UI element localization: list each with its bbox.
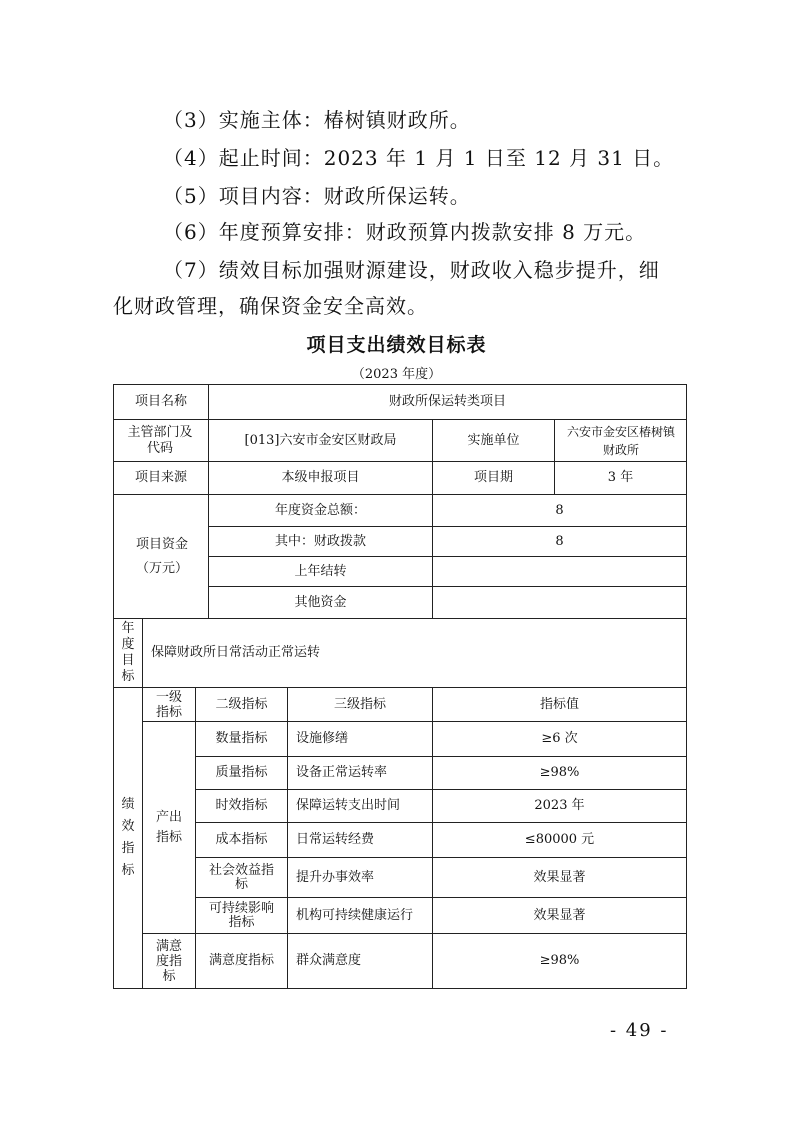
indicator-l2: 成本指标 (215, 832, 268, 847)
project-source-value: 本级申报项目 (281, 470, 360, 485)
funds-other-label: 其他资金 (294, 594, 347, 610)
project-funds-label: 项目资金（万元） (135, 536, 188, 576)
indicator-l3: 设施修缮 (296, 731, 349, 746)
funds-fiscal-value: 8 (555, 533, 564, 549)
paragraph-goal-line2: 化财政管理，确保资金安全高效。 (113, 294, 428, 318)
table-title: 项目支出绩效目标表 (306, 334, 487, 356)
table-subtitle: （2023 年度） (351, 367, 442, 382)
project-name-label: 项目名称 (134, 394, 187, 409)
project-period-value: 3 年 (607, 470, 634, 485)
implementer-value: 六安市金安区椿树镇财政所 (566, 424, 675, 457)
indicator-value: ≤80000 元 (524, 832, 595, 847)
indicator-l3: 机构可持续健康运行 (296, 907, 414, 923)
indicator-l3: 设备正常运转率 (296, 765, 388, 780)
indicator-l2: 时效指标 (215, 798, 268, 813)
output-indicators-label: 产出指标 (155, 809, 182, 845)
header-level1: 一级指标 (155, 689, 182, 720)
project-period-label: 项目期 (473, 470, 513, 485)
funds-total-value: 8 (555, 502, 564, 518)
page-number: - 49 - (610, 1020, 669, 1041)
department-value: [013]六安市金安区财政局 (244, 432, 397, 448)
indicator-l3: 提升办事效率 (296, 869, 375, 885)
funds-fiscal-label: 其中：财政拨款 (274, 533, 366, 549)
indicator-l2: 社会效益指标 (208, 862, 274, 892)
indicator-l2: 质量指标 (215, 765, 268, 780)
indicator-l3: 日常运转经费 (296, 832, 375, 847)
indicators-section-label: 绩效指标 (121, 797, 135, 878)
header-level2: 二级指标 (215, 696, 268, 712)
funds-carryover-label: 上年结转 (294, 563, 347, 579)
funds-total-label: 年度资金总额： (274, 502, 366, 518)
header-value: 指标值 (539, 696, 579, 712)
funds-other-value (433, 587, 686, 618)
paragraph-budget: （6）年度预算安排：财政预算内拨款安排 8 万元。 (163, 220, 647, 244)
project-source-label: 项目来源 (134, 470, 187, 485)
satisfaction-indicators-label: 满意度指标 (155, 938, 182, 984)
indicator-value: ≥98% (539, 765, 580, 780)
paragraph-content: （5）项目内容：财政所保运转。 (163, 184, 471, 208)
implementer-label: 实施单位 (467, 432, 520, 448)
paragraph-period: （4）起止时间：2023 年 1 月 1 日至 12 月 31 日。 (163, 146, 675, 170)
paragraph-goal-line1: （7）绩效目标加强财源建设，财政收入稳步提升，细 (163, 258, 660, 282)
indicator-value: 效果显著 (533, 907, 586, 923)
project-name-value: 财政所保运转类项目 (388, 394, 506, 409)
satisfaction-value: ≥98% (539, 953, 580, 968)
annual-goal-label: 年度目标 (121, 621, 135, 684)
indicator-value: 效果显著 (533, 869, 586, 885)
indicator-l2: 可持续影响指标 (208, 900, 274, 930)
department-label: 主管部门及代码 (127, 424, 193, 456)
indicator-value: ≥6 次 (541, 731, 578, 746)
indicator-value: 2023 年 (534, 798, 585, 813)
satisfaction-l3: 群众满意度 (296, 953, 362, 968)
indicator-l3: 保障运转支出时间 (296, 798, 401, 813)
paragraph-implementer: （3）实施主体：椿树镇财政所。 (163, 108, 471, 132)
funds-carryover-value (433, 557, 686, 586)
header-level3: 三级指标 (333, 696, 386, 712)
annual-goal-value: 保障财政所日常活动正常运转 (151, 645, 321, 660)
satisfaction-l2: 满意度指标 (208, 953, 274, 968)
indicator-l2: 数量指标 (215, 731, 268, 746)
